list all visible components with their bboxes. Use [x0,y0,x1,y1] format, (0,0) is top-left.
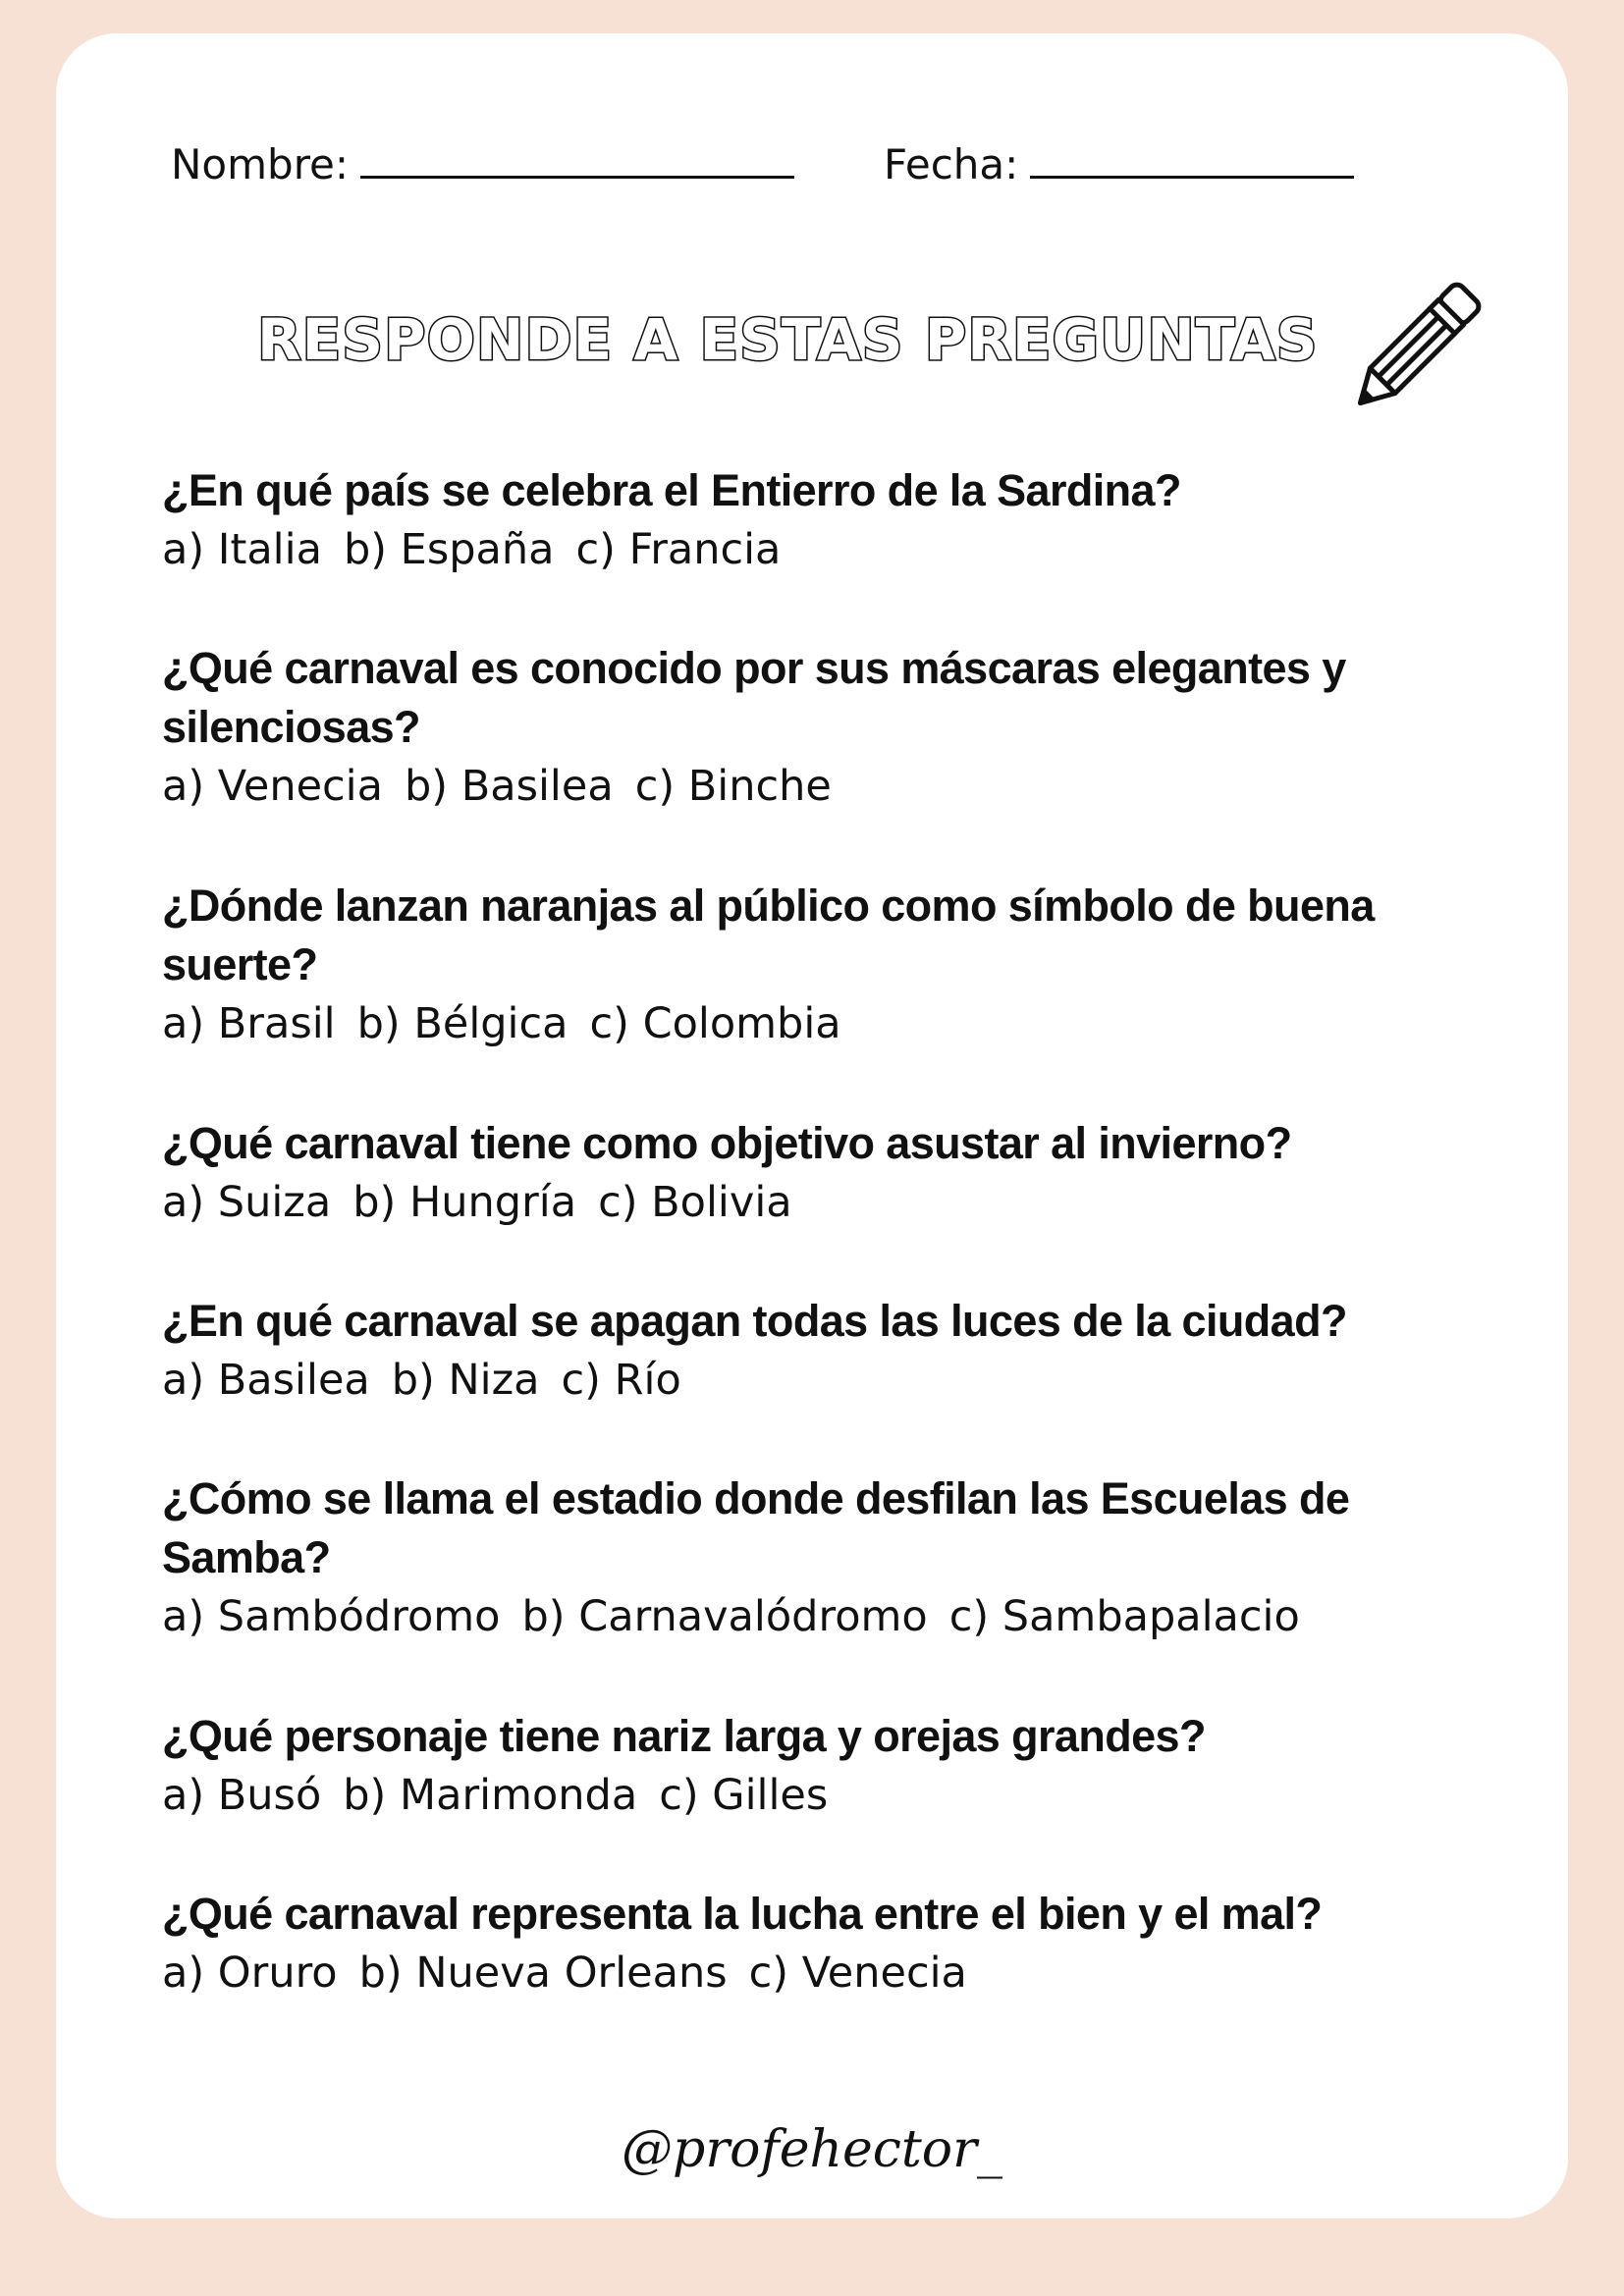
option-b[interactable]: b) Bélgica [356,999,568,1048]
option-c[interactable]: c) Bolivia [598,1178,792,1227]
answer-options [162,994,1478,1053]
answer-options [162,1587,1478,1646]
option-c[interactable]: c) Venecia [748,1949,967,1998]
option-c[interactable]: c) Río [561,1356,681,1405]
option-a[interactable]: a) Suiza [162,1178,332,1227]
option-b[interactable]: b) Carnavalódromo [521,1592,928,1641]
question-text: ¿En qué carnaval se apagan todas las luces de la ciudad? [162,1296,1347,1346]
option-a[interactable]: a) Italia [162,525,322,574]
option-b[interactable]: b) Hungría [352,1178,577,1227]
option-a[interactable]: a) Sambódromo [162,1592,501,1641]
question-item [162,1707,1478,1825]
name-label: Nombre: [171,140,350,188]
name-blank-line[interactable] [360,140,794,179]
option-a[interactable]: a) Oruro [162,1949,338,1998]
answer-options [162,1766,1478,1825]
option-a[interactable]: a) Brasil [162,999,336,1048]
answer-options [162,757,1478,816]
option-b[interactable]: b) Marimonda [343,1771,638,1820]
date-blank-line[interactable] [1030,140,1354,179]
question-text: ¿Qué carnaval representa la lucha entre el bien y el mal? [162,1889,1323,1939]
option-b[interactable]: b) Niza [391,1356,540,1405]
option-c[interactable]: c) Gilles [659,1771,829,1820]
page-title: RESPONDE A ESTAS PREGUNTAS [257,306,1319,373]
question-item [162,1885,1478,2002]
question-text: ¿Qué carnaval tiene como objetivo asustar al invierno? [162,1118,1292,1168]
option-b[interactable]: b) Basilea [404,762,614,811]
name-field [171,135,794,194]
answer-options [162,1944,1478,2002]
answer-options [162,520,1478,579]
answer-options [162,1351,1478,1410]
date-field [884,135,1354,194]
question-text: ¿Qué personaje tiene nariz larga y orejas grandes? [162,1711,1206,1761]
option-c[interactable]: c) Colombia [589,999,841,1048]
question-item [162,877,1478,1053]
question-text: ¿En qué país se celebra el Entierro de la Sardina? [162,465,1181,515]
question-item [162,461,1478,579]
question-text: ¿Qué carnaval es conocido por sus máscaras elegantes y silenciosas? [162,643,1346,752]
option-a[interactable]: a) Basilea [162,1356,370,1405]
option-b[interactable]: b) España [343,525,555,574]
option-c[interactable]: c) Binche [634,762,832,811]
question-item [162,1292,1478,1410]
option-a[interactable]: a) Busó [162,1771,322,1820]
question-item [162,1469,1478,1646]
option-c[interactable]: c) Francia [575,525,782,574]
header-row [171,135,1447,194]
question-item [162,1114,1478,1232]
author-signature: @profehector_ [622,2120,1002,2179]
answer-options [162,1173,1478,1232]
question-text: ¿Cómo se llama el estadio donde desfilan las Escuelas de Samba? [162,1473,1350,1582]
option-c[interactable]: c) Sambapalacio [948,1592,1300,1641]
question-item [162,639,1478,816]
option-a[interactable]: a) Venecia [162,762,383,811]
option-b[interactable]: b) Nueva Orleans [358,1949,728,1998]
pencil-icon [1327,249,1514,436]
date-label: Fecha: [884,140,1019,188]
question-text: ¿Dónde lanzan naranjas al público como símbolo de buena suerte? [162,881,1375,989]
